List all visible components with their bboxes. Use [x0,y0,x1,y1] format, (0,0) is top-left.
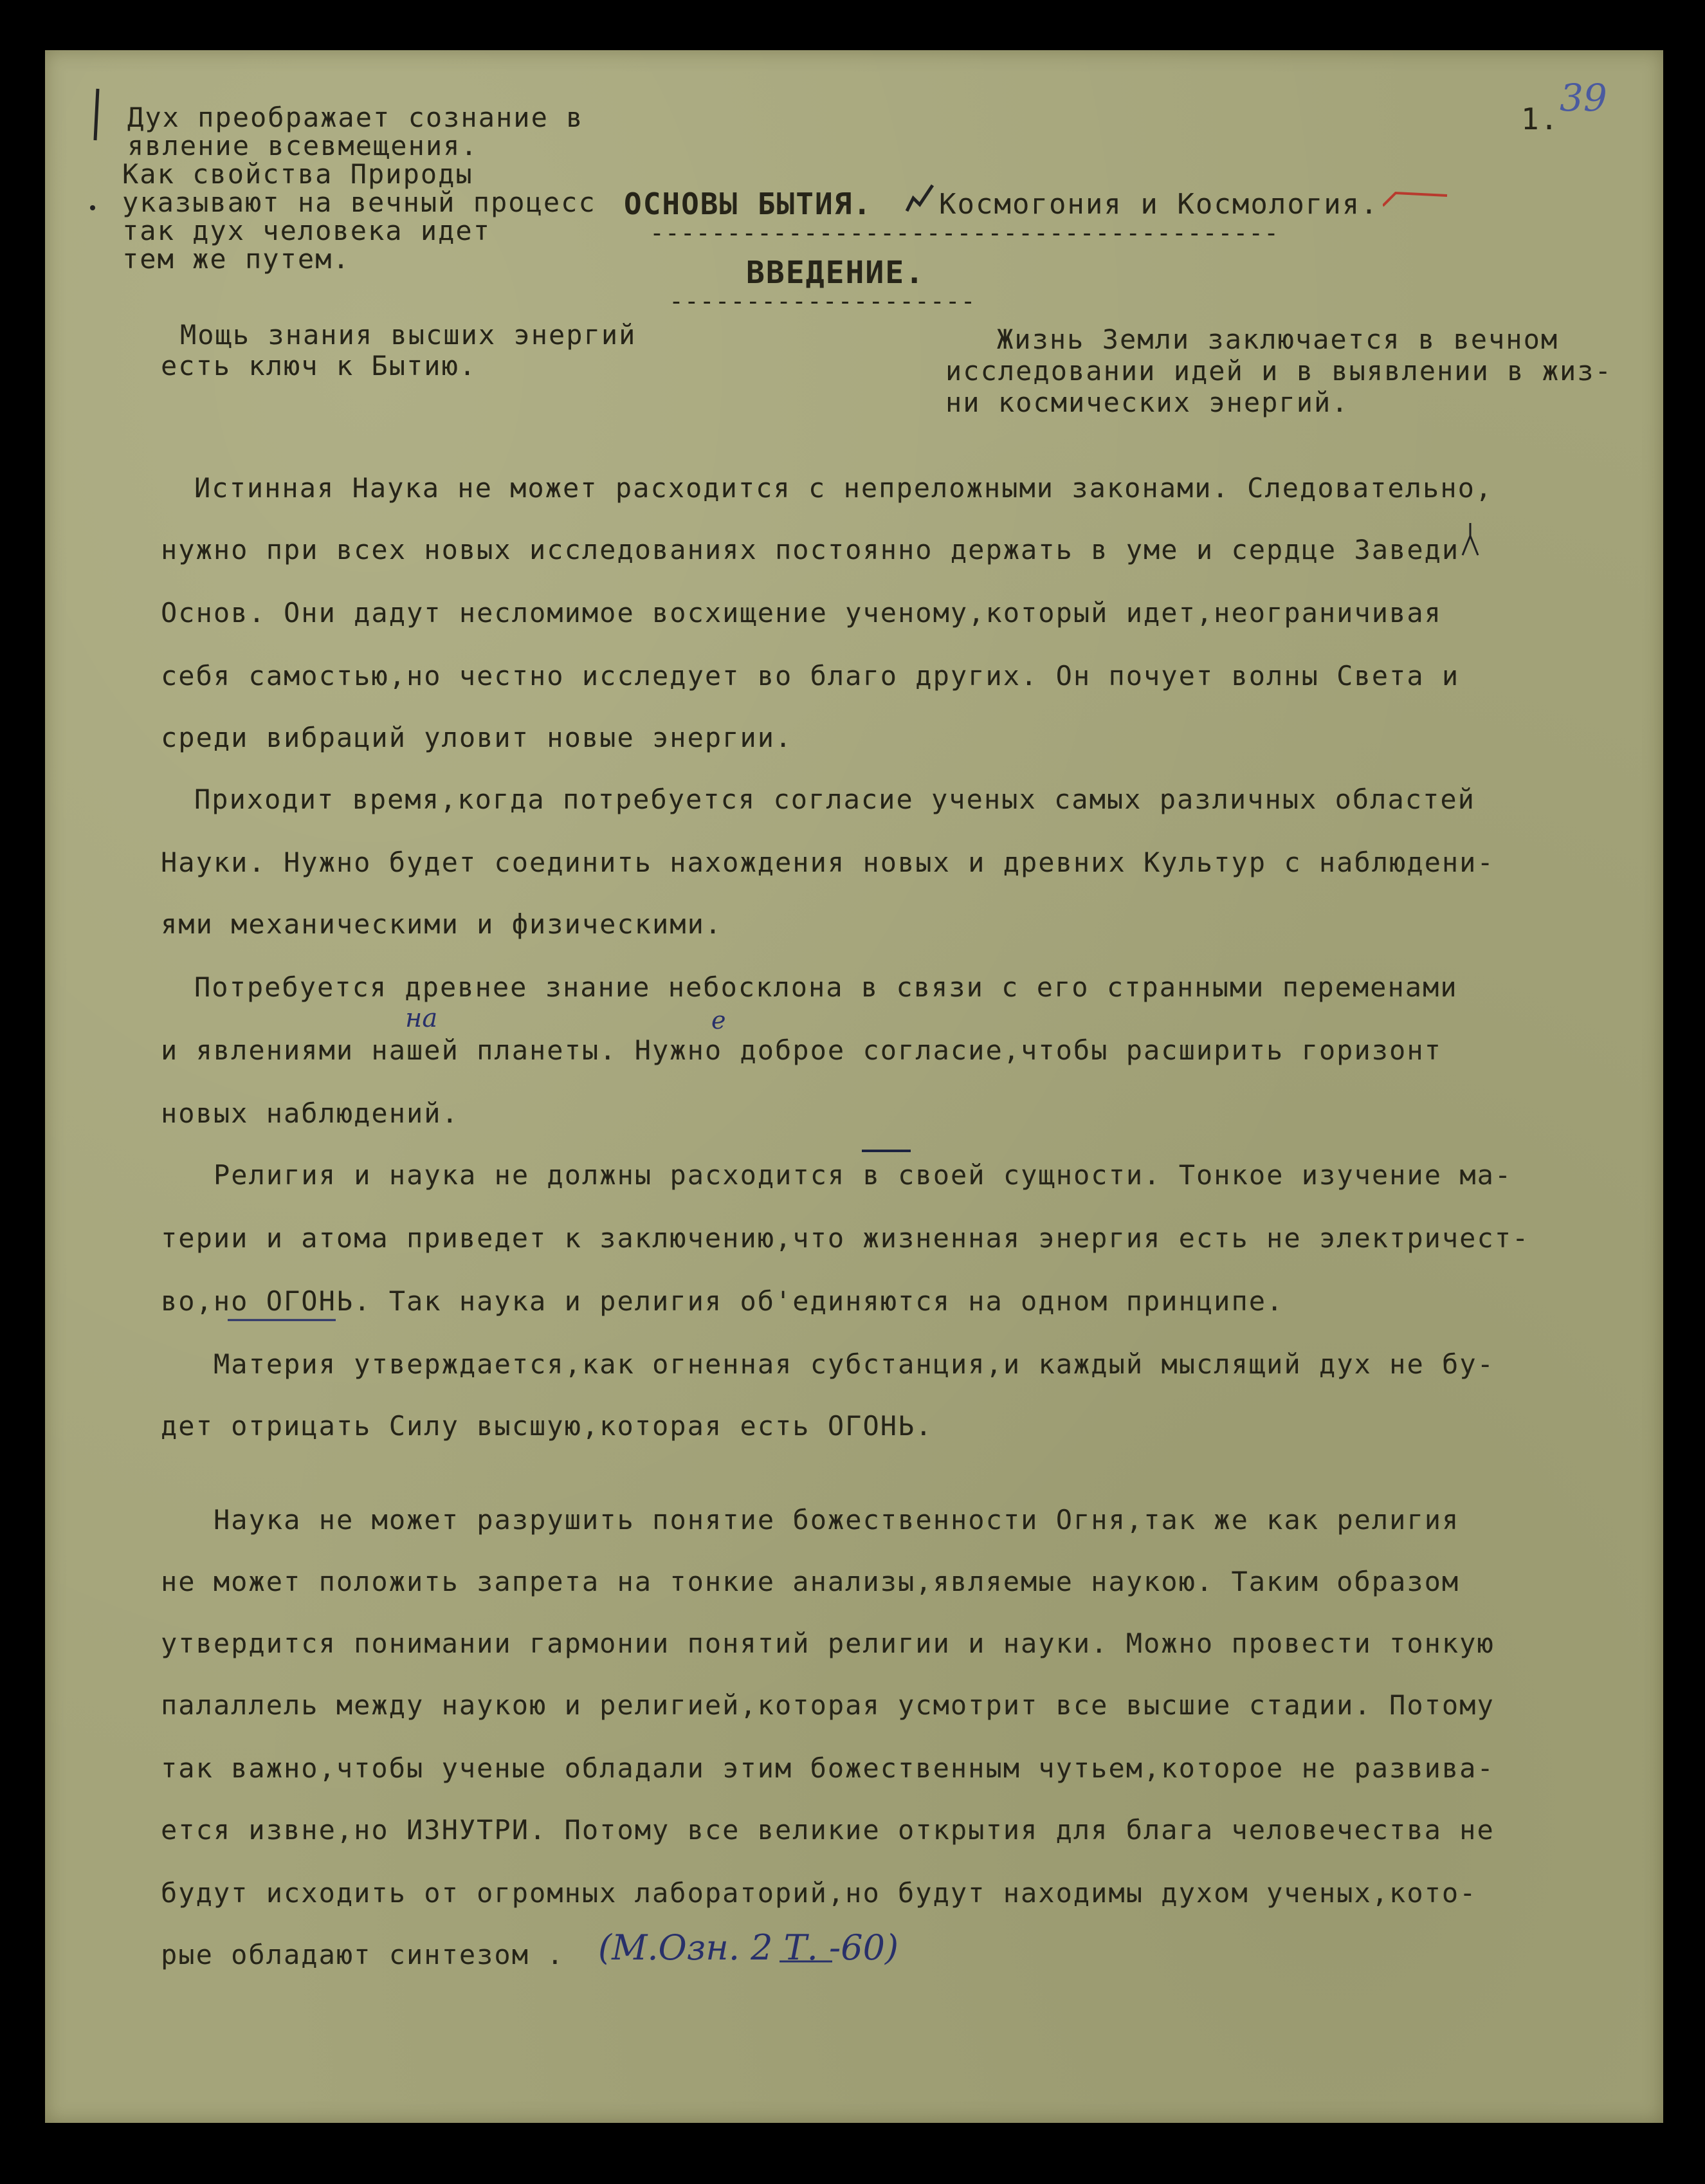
epigraph-left-line: указывают на вечный процесс [122,187,596,218]
body-line: нужно при всех новых исследованиях постоянно держать в уме и сердце Заведи [161,534,1460,565]
body-line: терии и атома приведет к заключению,что жизненная энергия есть не электричест- [161,1222,1530,1254]
body-line: будут исходить от огромных лабораторий,но будут находимы духом ученых,кото- [161,1877,1477,1909]
title-separator-mark [900,179,939,224]
body-line: дет отрицать Силу высшую,которая есть ОГОНЬ. [161,1410,933,1442]
body-line: Истинная Наука не может расходится с непреложными законами. Следовательно, [194,472,1493,504]
body-line: палаллель между наукою и религией,которая усмотрит все высшие стадии. Потому [161,1689,1495,1721]
document-subtitle: Космогония и Космология. [939,188,1379,221]
body-line: Наука не может разрушить понятие божественности Огня,так же как религия [214,1504,1460,1536]
handwritten-insertion: на [405,1004,438,1033]
body-line: и явлениями нашей планеты. Нужно доброе согласие,чтобы расширить горизонт [161,1034,1442,1066]
body-line: рые обладают синтезом . [161,1939,565,1970]
handwritten-dash [862,1148,913,1154]
section-dashes: -------------------- [669,287,976,315]
margin-mark [84,82,109,237]
epigraph-left-line: Дух преображает сознание в [127,102,584,133]
document-title: ОСНОВЫ БЫТИЯ. [624,187,873,221]
body-line: не может положить запрета на тонкие анализы,являемые наукою. Таким образом [161,1566,1460,1597]
reference-underline [778,1958,836,1965]
underline-mark [225,1316,341,1324]
body-line: ями механическими и физическими. [161,908,723,940]
body-line: Приходит время,когда потребуется согласие ученых самых различных областей [194,784,1475,815]
section-heading: ВВЕДЕНИЕ. [746,255,925,291]
handwritten-insertion: е [711,1006,726,1034]
epigraph-right-line: исследовании идей и в выявлении в жиз- [945,355,1612,387]
handwritten-reference: (М.Озн. 2 Т. -60) [598,1927,899,1968]
body-line: Материя утверждается,как огненная субстанция,и каждый мыслящий дух не бу- [214,1348,1495,1380]
body-line: так важно,чтобы ученые обладали этим божественным чутьем,которое не развива- [161,1752,1495,1784]
page-number: 1. [1521,102,1560,136]
body-line: среди вибраций уловит новые энергии. [161,722,793,753]
epigraph-mid-line: есть ключ к Бытию. [161,350,477,381]
body-line: Науки. Нужно будет соединить нахождения новых и древних Культур с наблюдени- [161,847,1495,878]
archive-number: 39 [1560,76,1607,120]
insertion-caret [1459,523,1484,562]
epigraph-left-line: Как свойства Природы [122,158,473,190]
body-line: Потребуется древнее знание небосклона в связи с его странными переменами [194,971,1458,1003]
body-line: во,но ОГОНЬ. Так наука и религия об'единяются на одном принципе. [161,1285,1284,1317]
title-dashes: ----------------------------------------- [650,219,1279,247]
body-line: утвердится понимании гармонии понятий религии и науки. Можно провести тонкую [161,1628,1495,1659]
document-page [45,50,1663,2123]
epigraph-left-line: тем же путем. [122,243,351,275]
epigraph-left-line: так дух человека идет [122,215,491,246]
body-line: ется извне,но ИЗНУТРИ. Потому все великие открытия для блага человечества не [161,1814,1495,1846]
body-line: Основ. Они дадут несломимое восхищение ученому,который идет,неограничивая [161,597,1442,629]
body-line: себя самостью,но честно исследует во благо других. Он почует волны Света и [161,660,1460,692]
body-line: новых наблюдений. [161,1097,459,1129]
epigraph-mid-line: Мощь знания высших энергий [180,319,637,351]
epigraph-left-line: явление всевмещения. [127,130,479,161]
red-mark [1383,187,1460,212]
body-line: Религия и наука не должны расходится в своей сущности. Тонкое изучение ма- [214,1159,1513,1191]
epigraph-right-line: ни космических энергий. [945,387,1349,418]
epigraph-right-line: Жизнь Земли заключается в вечном [997,324,1559,355]
